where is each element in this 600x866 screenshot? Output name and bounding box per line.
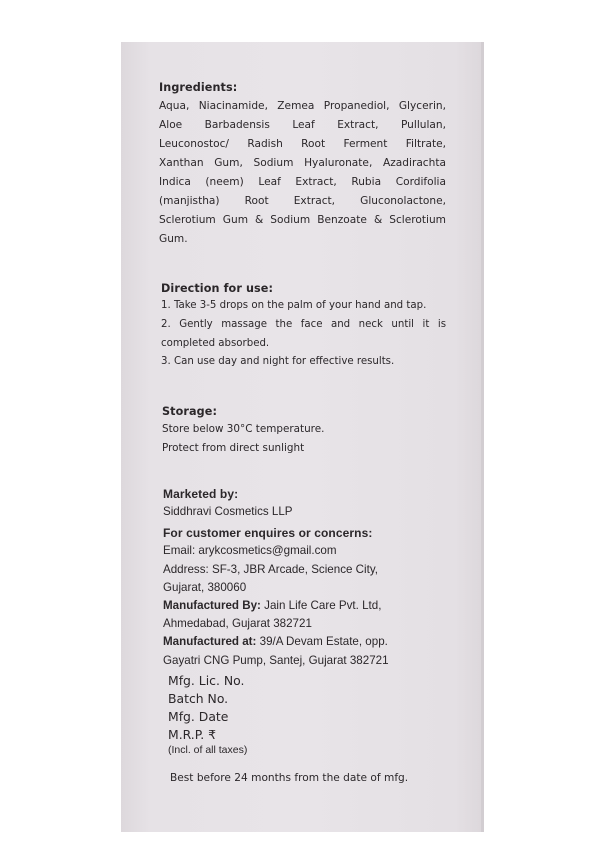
manufactured-at <box>163 635 388 648</box>
best-before-note: Best before 24 months from the date of mfg. <box>170 772 409 784</box>
manufactured-at-label: Manufactured at: <box>163 635 257 648</box>
direction-step: 1. Take 3-5 drops on the palm of your hand and tap. <box>161 300 427 311</box>
mfg-date-label: Mfg. Date <box>168 709 229 724</box>
direction-step: 3. Can use day and night for effective results. <box>161 356 395 367</box>
ingredients-line: Gum. <box>159 233 188 245</box>
ingredients-line: Leuconostoc/ Radish Root Ferment Filtrate, <box>159 138 446 150</box>
manufacturer-location: Ahmedabad, Gujarat 382721 <box>163 617 312 630</box>
marketed-by-heading: Marketed by: <box>163 487 239 501</box>
batch-no-label: Batch No. <box>168 691 229 706</box>
ingredients-line: Indica (neem) Leaf Extract, Rubia Cordifolia <box>159 176 446 188</box>
manufactured-by <box>163 599 381 612</box>
contact-email: Email: arykcosmetics@gmail.com <box>163 544 337 557</box>
mrp-label: M.R.P. ₹ <box>168 727 217 742</box>
ingredients-line: Aqua, Niacinamide, Zemea Propanediol, Glycerin, <box>159 100 446 112</box>
ingredients-line: Xanthan Gum, Sodium Hyaluronate, Azadirachta <box>159 157 446 169</box>
ingredients-line: Sclerotium Gum & Sodium Benzoate & Sclerotium <box>159 214 446 226</box>
address-line: Address: SF-3, JBR Arcade, Science City, <box>163 563 378 576</box>
ingredients-heading: Ingredients: <box>159 81 238 94</box>
storage-heading: Storage: <box>162 405 218 418</box>
manufactured-at-value: 39/A Devam Estate, opp. <box>256 635 388 648</box>
address-line: Gujarat, 380060 <box>163 581 247 594</box>
manufactured-by-label: Manufactured By: <box>163 599 261 612</box>
marketer-name: Siddhravi Cosmetics LLP <box>163 505 293 518</box>
directions-heading: Direction for use: <box>161 282 274 295</box>
direction-step: completed absorbed. <box>161 338 270 349</box>
product-label-panel <box>121 42 484 832</box>
manufacturing-site-address: Gayatri CNG Pump, Santej, Gujarat 382721 <box>163 654 389 667</box>
ingredients-line: (manjistha) Root Extract, Gluconolactone, <box>159 195 446 207</box>
direction-step: 2. Gently massage the face and neck until it is <box>161 319 446 330</box>
ingredients-line: Aloe Barbadensis Leaf Extract, Pullulan, <box>159 119 446 131</box>
customer-enquiries-heading: For customer enquires or concerns: <box>163 526 373 540</box>
taxes-note: (Incl. of all taxes) <box>168 744 248 756</box>
manufactured-by-value: Jain Life Care Pvt. Ltd, <box>260 599 382 612</box>
storage-line: Protect from direct sunlight <box>162 442 305 454</box>
mfg-lic-label: Mfg. Lic. No. <box>168 673 245 688</box>
storage-line: Store below 30°C temperature. <box>162 423 325 435</box>
